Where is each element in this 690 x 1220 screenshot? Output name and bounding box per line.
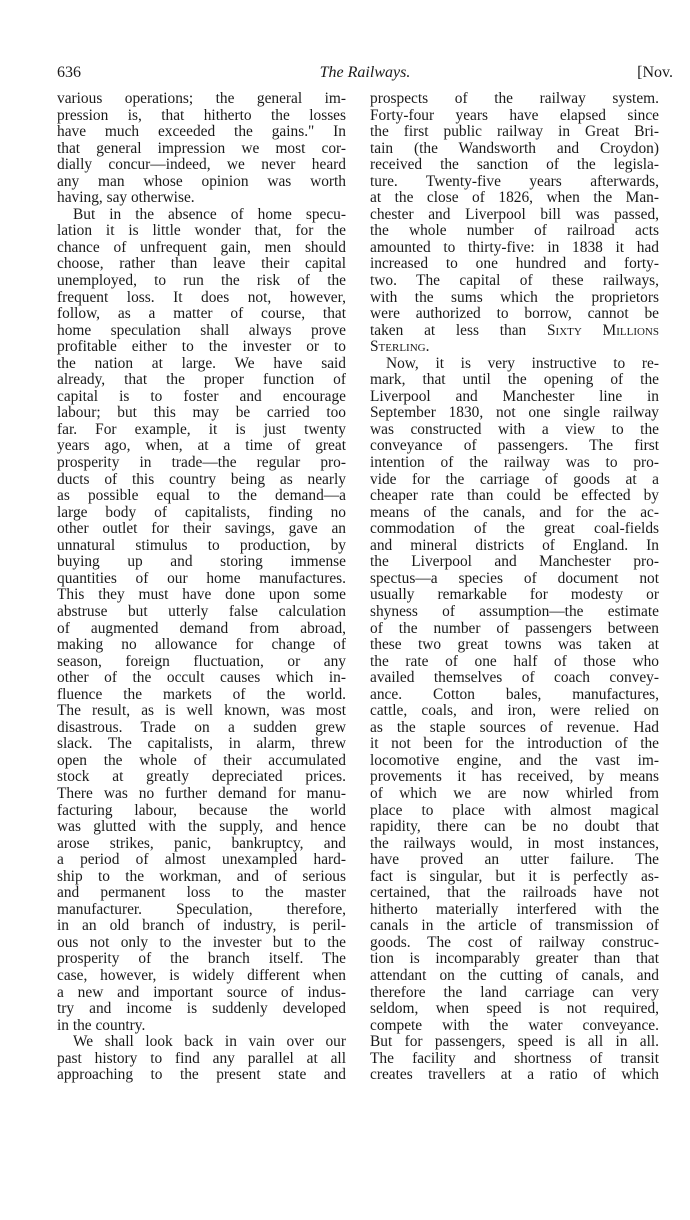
text-line: attendant on the cutting of canals, and (370, 966, 659, 984)
text-line: the whole number of railroad acts (370, 222, 659, 240)
text-line (370, 323, 659, 340)
text-line: the first public railway in Great Bri- (370, 123, 659, 141)
text-line: means of the canals, and for the ac- (370, 503, 659, 521)
text-line: cheaper rate than could be effected by (370, 487, 659, 505)
text-line: follow, as a matter of course, that (57, 305, 346, 323)
right-column (370, 91, 659, 1084)
text-line: large body of capitalists, finding no (57, 503, 346, 521)
text-line: quantities of our home manufactures. (57, 569, 346, 587)
text-line: of the number of passengers between (370, 619, 659, 637)
text-line: canals in the article of transmission of (370, 917, 659, 935)
text-fragment: taken at less than (370, 321, 547, 339)
text-line: cattle, coals, and iron, were relied on (370, 702, 659, 720)
text-line: that general impression we most cor- (57, 139, 346, 157)
text-line: tion is incomparably greater than that (370, 950, 659, 968)
text-line: slack. The capitalists, in alarm, threw (57, 735, 346, 753)
text-line: compete with the water conveyance. (370, 1016, 659, 1034)
text-line: The result, as is well known, was most (57, 702, 346, 720)
text-line: prosperity of the branch itself. The (57, 950, 346, 968)
text-line: conveyance of passengers. The first (370, 437, 659, 455)
page-number: 636 (57, 64, 81, 81)
text-line: This they must have done upon some (57, 586, 346, 604)
text-line: frequent loss. It does not, however, (57, 288, 346, 306)
text-line: was constructed with a view to the (370, 420, 659, 438)
text-line: goods. The cost of railway construc- (370, 933, 659, 951)
text-line: season, foreign fluctuation, or any (57, 652, 346, 670)
text-line: these two great towns was taken at (370, 636, 659, 654)
text-line: profitable either to the invester or to (57, 338, 346, 356)
text-line: already, that the proper function of (57, 371, 346, 389)
text-line: try and income is suddenly developed (57, 1000, 346, 1018)
text-line: There was no further demand for manu- (57, 784, 346, 802)
text-line: approaching to the present state and (57, 1066, 346, 1084)
text-line: But in the absence of home specu- (73, 205, 346, 223)
text-line: Liverpool and Manchester line in (370, 387, 659, 405)
text-line: facturing labour, because the world (57, 801, 346, 819)
left-column (57, 91, 346, 1084)
text-line: unnatural stimulus to production, by (57, 536, 346, 554)
text-line: ship to the workman, and of serious (57, 867, 346, 885)
text-line: But for passengers, speed is all in all. (370, 1033, 659, 1051)
text-line: buying up and storing immense (57, 553, 346, 571)
text-line: increased to one hundred and forty- (370, 255, 659, 273)
text-line: September 1830, not one single railway (370, 404, 659, 422)
text-line: years ago, when, at a time of great (57, 437, 346, 455)
text-line: arose strikes, panic, bankruptcy, and (57, 834, 346, 852)
text-line: chester and Liverpool bill was passed, (370, 205, 659, 223)
text-line: the railways would, in most instances, (370, 834, 659, 852)
text-line: locomotive engine, and the vast im- (370, 751, 659, 769)
text-line: ance. Cotton bales, manufactures, (370, 685, 659, 703)
text-line: making no allowance for change of (57, 636, 346, 654)
text-line: vide for the carriage of goods at a (370, 470, 659, 488)
text-line: a new and important source of indus- (57, 983, 346, 1001)
text-line: usually remarkable for modesty or (370, 586, 659, 604)
text-line: ture. Twenty-five years afterwards, (370, 172, 659, 190)
text-line: pression is, that hitherto the losses (57, 106, 346, 124)
text-line: choose, rather than leave their capital (57, 255, 346, 273)
text-line: ous not only to the invester but to the (57, 933, 346, 951)
text-line: far. For example, it is just twenty (57, 420, 346, 438)
text-line: ducts of this country being as nearly (57, 470, 346, 488)
text-line: chance of unfrequent gain, men should (57, 238, 346, 256)
text-line: availed themselves of coach convey- (370, 669, 659, 687)
text-line: was glutted with the supply, and hence (57, 818, 346, 836)
text-line: as possible equal to the demand—a (57, 487, 346, 505)
text-line: The facility and shortness of transit (370, 1049, 659, 1067)
text-line: of which we are now whirled from (370, 784, 659, 802)
text-line: the rate of one half of those who (370, 652, 659, 670)
text-line: commodation of the great coal-fields (370, 520, 659, 538)
text-line: lation it is little wonder that, for the (57, 222, 346, 240)
text-line: intention of the railway was to pro- (370, 454, 659, 472)
text-line: other outlet for their savings, gave an (57, 520, 346, 538)
text-line: have proved an utter failure. The (370, 851, 659, 869)
running-title: The Railways. (319, 64, 411, 81)
text-line: therefore the land carriage can very (370, 983, 659, 1001)
text-line: We shall look back in vain over our (73, 1033, 346, 1051)
text-line: were authorized to borrow, cannot be (370, 305, 659, 323)
text-line: creates travellers at a ratio of which (370, 1066, 659, 1084)
text-line: it not been for the introduction of the (370, 735, 659, 753)
text-line: amounted to thirty-five: in 1838 it had (370, 238, 659, 256)
running-header (57, 64, 673, 86)
text-line: having, say otherwise. (57, 189, 195, 207)
text-line: fact is singular, but it is perfectly as- (370, 867, 659, 885)
text-line: case, however, is widely different when (57, 966, 346, 984)
text-line: as the staple sources of revenue. Had (370, 718, 659, 736)
text-line: and mineral districts of England. In (370, 536, 659, 554)
text-line: unemployed, to run the risk of the (57, 272, 346, 290)
text-line: dially concur—indeed, we never heard (57, 156, 346, 174)
text-line: fluence the markets of the world. (57, 685, 346, 703)
text-line: shyness of assumption—the estimate (370, 602, 659, 620)
text-line: place to place with almost magical (370, 801, 659, 819)
text-line: at the close of 1826, when the Man- (370, 189, 659, 207)
text-line: stock at greatly depreciated prices. (57, 768, 346, 786)
text-line: seldom, when speed is not required, (370, 1000, 659, 1018)
text-line: have much exceeded the gains." In (57, 123, 346, 141)
text-line: labour; but this may be carried too (57, 404, 346, 422)
text-line: a period of almost unexampled hard- (57, 851, 346, 869)
text-line: capital is to foster and encourage (57, 387, 346, 405)
text-line: and permanent loss to the master (57, 884, 346, 902)
text-line: with the sums which the proprietors (370, 288, 659, 306)
text-line: hitherto materially interfered with the (370, 900, 659, 918)
text-line: received the sanction of the legisla- (370, 156, 659, 174)
text-line: open the whole of their accumulated (57, 751, 346, 769)
text-line: spectus—a species of document not (370, 569, 659, 587)
small-caps-emphasis: Sixty Millions (546, 321, 659, 339)
text-line: past history to find any parallel at all (57, 1049, 346, 1067)
text-line: provements it has received, by means (370, 768, 659, 786)
text-line: rapidity, there can be no doubt that (370, 818, 659, 836)
text-line: prospects of the railway system. (370, 90, 659, 107)
text-line: any man whose opinion was worth (57, 172, 346, 190)
text-line: various operations; the general im- (57, 90, 346, 107)
text-line: in the country. (57, 1016, 146, 1034)
text-line: Forty-four years have elapsed since (370, 106, 659, 124)
text-line: mark, that until the opening of the (370, 371, 659, 389)
running-date: [Nov. (637, 64, 673, 81)
text-line: other of the occult causes which in- (57, 669, 346, 687)
text-line: tain (the Wandsworth and Croydon) (370, 139, 659, 157)
text-line: in an old branch of industry, is peril- (57, 917, 346, 935)
text-line: manufacturer. Speculation, therefore, (57, 900, 346, 918)
text-line: Now, it is very instructive to re- (386, 354, 659, 372)
text-line: two. The capital of these railways, (370, 272, 659, 290)
text-line: abstruse but utterly false calculation (57, 602, 346, 620)
text-line: certained, that the railroads have not (370, 884, 659, 902)
text-line: of augmented demand from abroad, (57, 619, 346, 637)
text-line: the nation at large. We have said (57, 354, 346, 372)
text-line: Sterling. (370, 338, 430, 356)
text-line: the Liverpool and Manchester pro- (370, 553, 659, 571)
text-line: prosperity in trade—the regular pro- (57, 454, 346, 472)
text-line: home speculation shall always prove (57, 321, 346, 339)
text-line: disastrous. Trade on a sudden grew (57, 718, 346, 736)
